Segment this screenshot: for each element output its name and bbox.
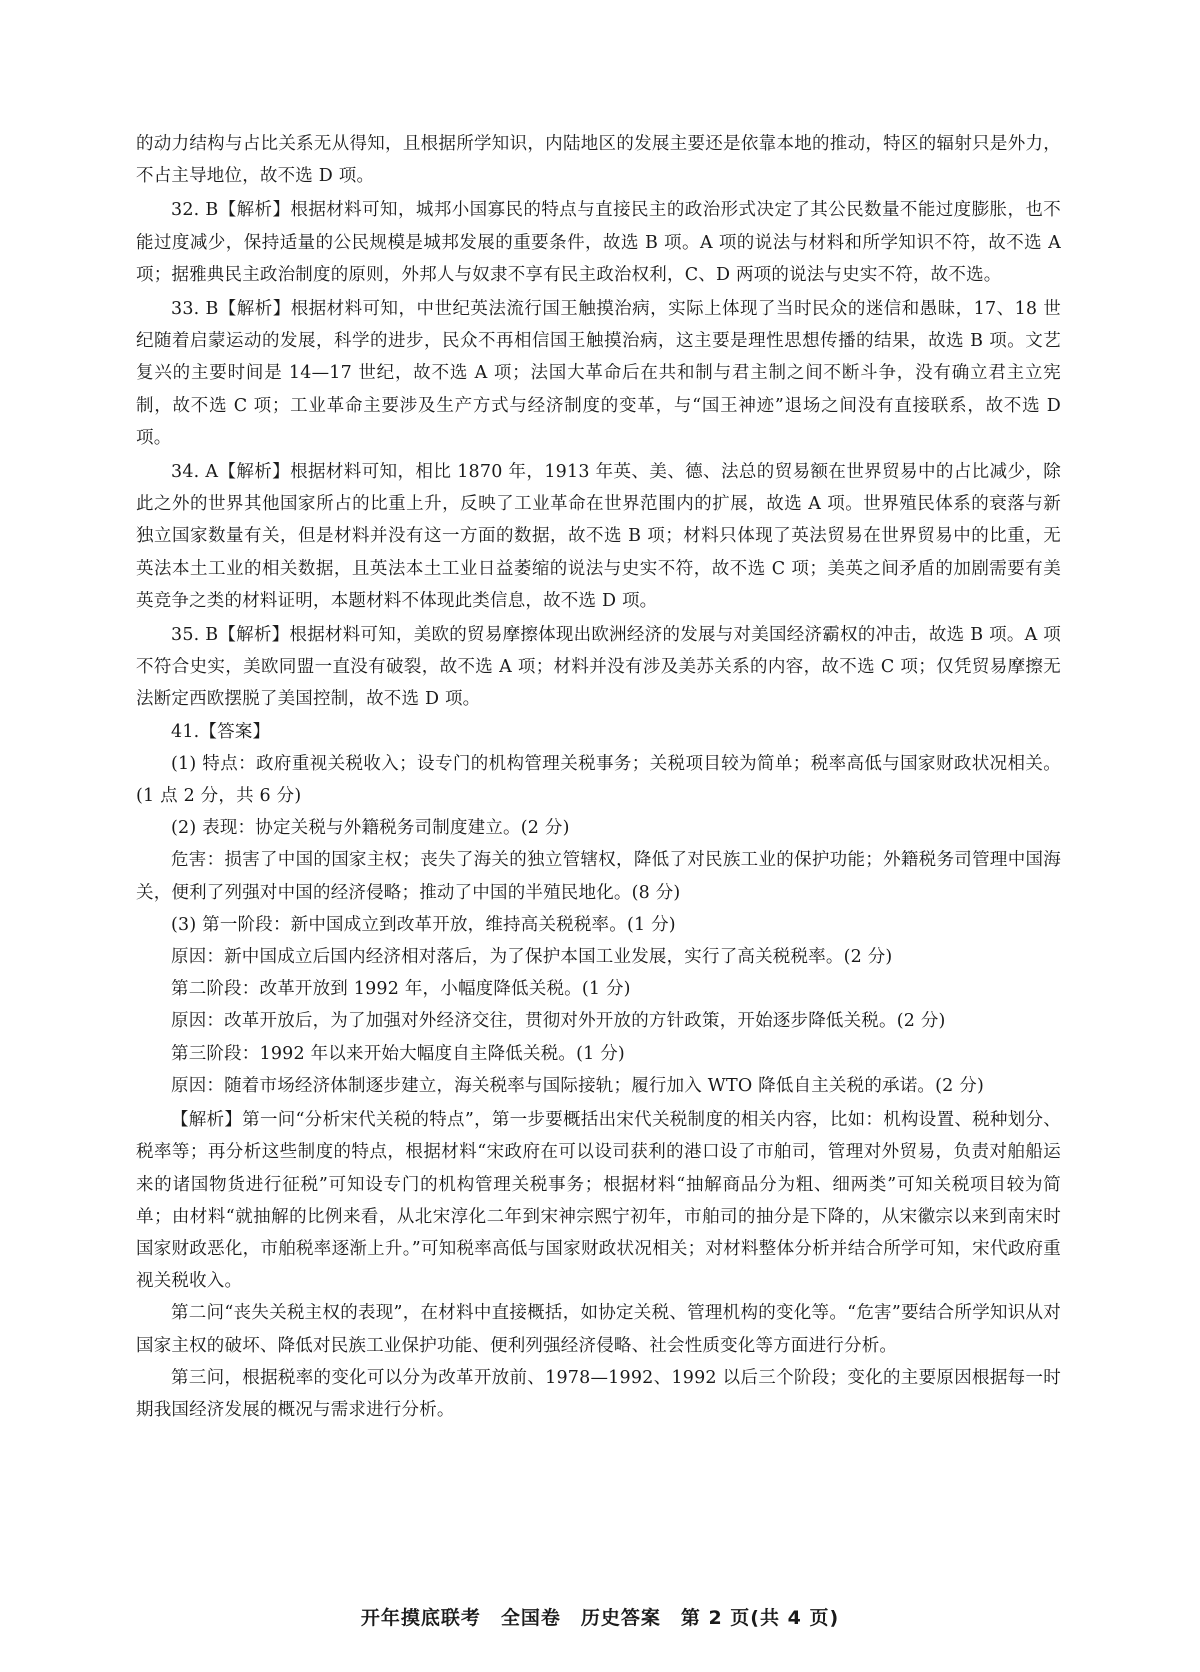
answer-41-heading: 41.【答案】: [171, 721, 271, 742]
answer-35: 35. B【解析】根据材料可知，美欧的贸易摩擦体现出欧洲经济的发展与对美国经济霸权的冲击，故选 B 项。A 项不符合史实，美欧同盟一直没有破裂，故不选 A 项；材料并没有涉及美苏关系的内容，故不选 C 项；仅凭贸易摩擦无法断定西欧摆脱了美国控制，故不选 D 项。: [136, 625, 1061, 710]
answer-41-part3-stage1: (3) 第一阶段：新中国成立到改革开放，维持高关税税率。(1 分): [171, 914, 676, 935]
answer-41-part2-performance: (2) 表现：协定关税与外籍税务司制度建立。(2 分): [171, 818, 570, 839]
answer-41-part3-stage2: 第二阶段：改革开放到 1992 年，小幅度降低关税。(1 分): [171, 979, 631, 1000]
analysis-q2: 第二问“丧失关税主权的表现”，在材料中直接概括，如协定关税、管理机构的变化等。“危害”要结合所学知识从对国家主权的破坏、降低对民族工业保护功能、便利列强经济侵略、社会性质变化等方面进行分析。: [136, 1303, 1061, 1356]
answer-33: 33. B【解析】根据材料可知，中世纪英法流行国王触摸治病，实际上体现了当时民众的迷信和愚昧，17、18 世纪随着启蒙运动的发展，科学的进步，民众不再相信国王触摸治病，这主要是理性思想传播的结果，故选 B 项。文艺复兴的主要时间是 14—17 世纪，故不选 A 项；法国大革命后在共和制与君主制之间不断斗争，没有确立君主立宪制，故不选 C 项；工业革命主要涉及生产方式与经济制度的变革，与“国王神迹”退场之间没有直接联系，故不选 D 项。: [136, 299, 1061, 448]
answer-41-part3-reason1: 原因：新中国成立后国内经济相对落后，为了保护本国工业发展，实行了高关税税率。(2 分): [171, 947, 893, 968]
answer-41-part3-reason3: 原因：随着市场经济体制逐步建立，海关税率与国际接轨；履行加入 WTO 降低自主关税的承诺。(2 分): [171, 1075, 984, 1096]
analysis-q1: 【解析】第一问“分析宋代关税的特点”，第一步要概括出宋代关税制度的相关内容，比如：机构设置、税种划分、税率等；再分析这些制度的特点，根据材料“宋政府在可以设司获利的港口设了市舶司，管理对外贸易，负责对舶船运来的诸国物货进行征税”可知设专门的机构管理关税事务；根据材料“抽解商品分为粗、细两类”可知关税项目较为简单；由材料“就抽解的比例来看，从北宋淳化二年到宋神宗熙宁初年，市舶司的抽分是下降的，从宋徽宗以来到南宋时国家财政恶化，市舶税率逐渐上升。”可知税率高低与国家财政状况相关；对材料整体分析并结合所学可知，宋代政府重视关税收入。: [136, 1110, 1061, 1292]
answer-32: 32. B【解析】根据材料可知，城邦小国寡民的特点与直接民主的政治形式决定了其公民数量不能过度膨胀，也不能过度减少，保持适量的公民规模是城邦发展的重要条件，故选 B 项。A 项的说法与材料和所学知识不符，故不选 A 项；据雅典民主政治制度的原则，外邦人与奴隶不享有民主政治权利，C、D 两项的说法与史实不符，故不选。: [136, 200, 1061, 285]
page-footer: 开年摸底联考 全国卷 历史答案 第 2 页(共 4 页): [360, 1607, 840, 1629]
answer-41-part3-stage3: 第三阶段：1992 年以来开始大幅度自主降低关税。(1 分): [171, 1043, 625, 1064]
analysis-q3: 第三问，根据税率的变化可以分为改革开放前、1978—1992、1992 以后三个阶段；变化的主要原因根据每一时期我国经济发展的概况与需求进行分析。: [136, 1367, 1061, 1420]
answer-41-part1: (1) 特点：政府重视关税收入；设专门的机构管理关税事务；关税项目较为简单；税率高低与国家财政状况相关。(1 点 2 分，共 6 分): [136, 753, 1061, 807]
answer-41-part2-harm: 危害：损害了中国的国家主权；丧失了海关的独立管辖权，降低了对民族工业的保护功能；外籍税务司管理中国海关，便利了列强对中国的经济侵略；推动了中国的半殖民地化。(8 分): [136, 850, 1061, 903]
answer-41-part3-reason2: 原因：改革开放后，为了加强对外经济交往，贯彻对外开放的方针政策，开始逐步降低关税。(2 分): [171, 1011, 946, 1032]
answer-34: 34. A【解析】根据材料可知，相比 1870 年，1913 年英、美、德、法总的贸易额在世界贸易中的占比减少，除此之外的世界其他国家所占的比重上升，反映了工业革命在世界范围内的扩展，故选 A 项。世界殖民体系的衰落与新独立国家数量有关，但是材料并没有这一方面的数据，故不选 B 项；材料只体现了英法贸易在世界贸易中的比重，无英法本土工业的相关数据，且英法本土工业日益萎缩的说法与史实不符，故不选 C 项；美英之间矛盾的加剧需要有美英竞争之类的材料证明，本题材料不体现此类信息，故不选 D 项。: [136, 462, 1061, 611]
answer-document: [136, 128, 1061, 1426]
paragraph-continuation: 的动力结构与占比关系无从得知，且根据所学知识，内陆地区的发展主要还是依靠本地的推动，特区的辐射只是外力，不占主导地位，故不选 D 项。: [136, 134, 1061, 187]
